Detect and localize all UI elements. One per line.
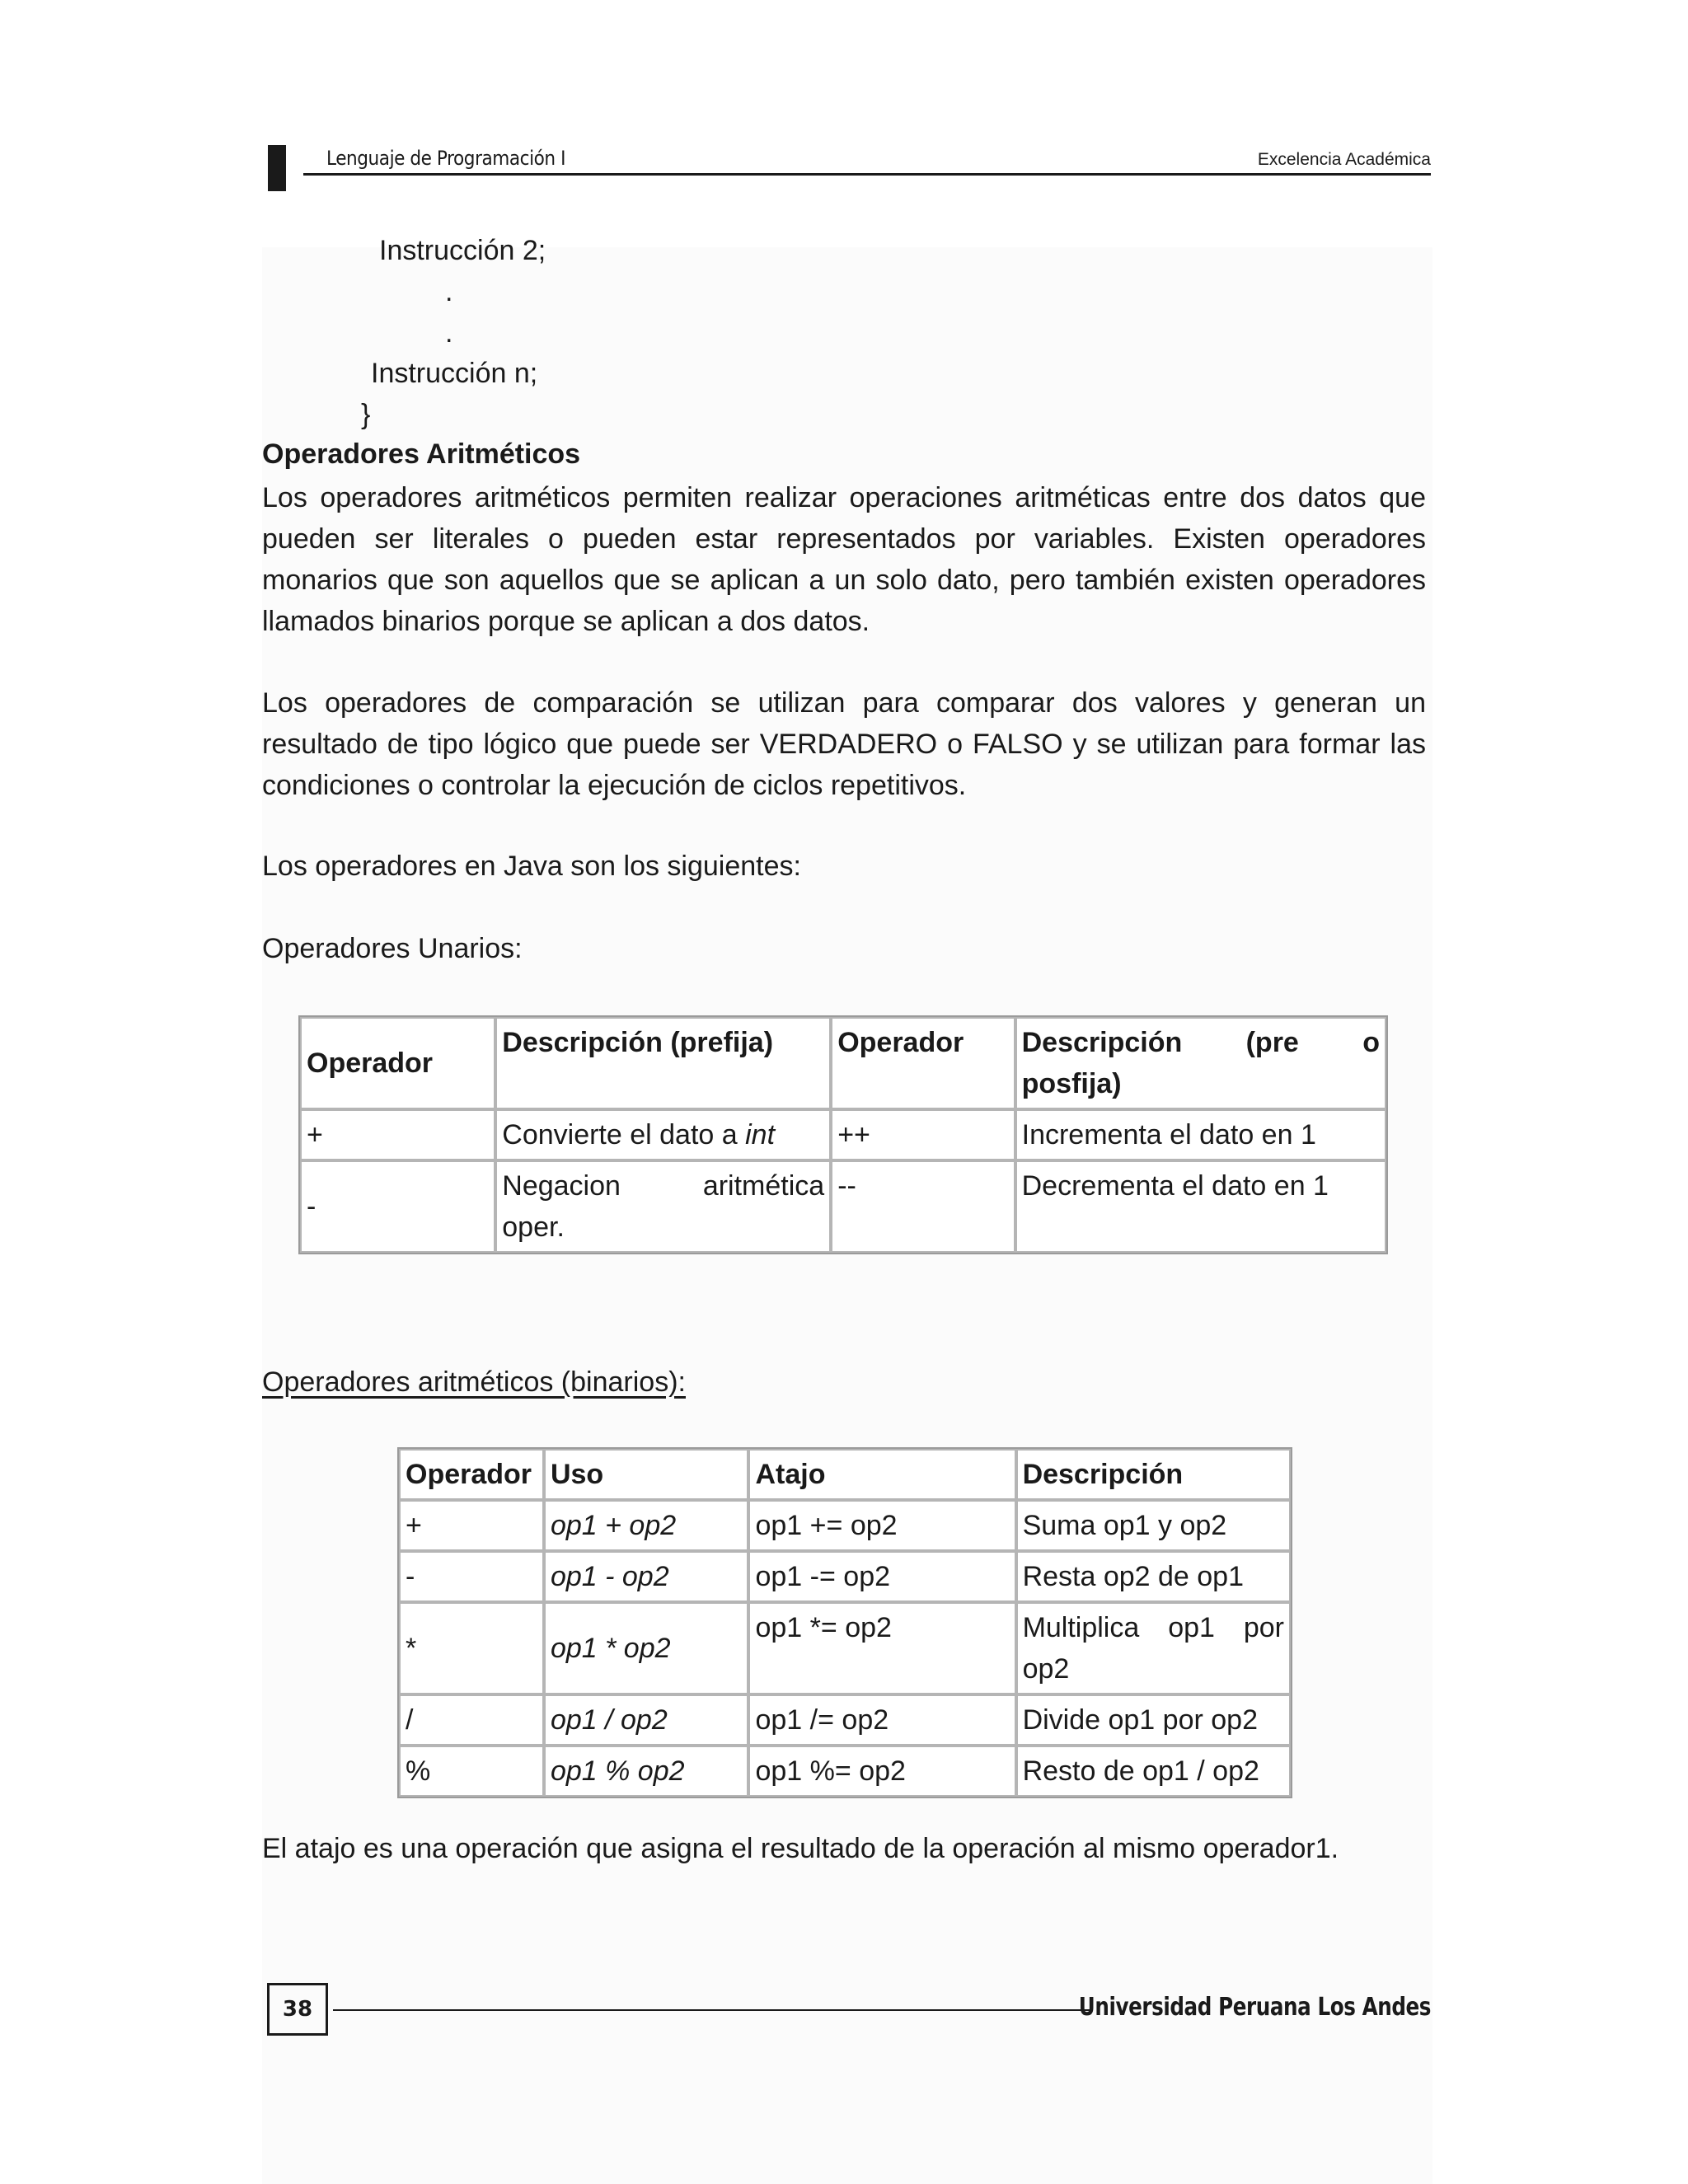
table-row	[399, 1551, 1291, 1602]
header-cell-operador: Operador	[300, 1017, 495, 1109]
table-header-row	[300, 1017, 1386, 1109]
footer-rule	[333, 2009, 1090, 2011]
cell-text-italic: int	[745, 1119, 776, 1151]
cell-usage: op1 - op2	[544, 1551, 749, 1602]
cell-description: Resto de op1 / op2	[1016, 1746, 1291, 1797]
table-row	[399, 1694, 1291, 1746]
header-cell-uso: Uso	[544, 1449, 749, 1500]
footer-university: Universidad Peruana Los Andes	[1078, 1993, 1431, 2022]
binary-operators-label: Operadores aritméticos (binarios):	[262, 1366, 686, 1398]
cell-text: Negacion	[502, 1170, 621, 1202]
header-cell-descripcion-pre-posfija	[1015, 1017, 1386, 1109]
cell-shortcut: op1 /= op2	[748, 1694, 1015, 1746]
cell-text: op2	[1022, 1653, 1070, 1685]
unary-operators-table	[298, 1015, 1388, 1254]
header-text: o	[1362, 1027, 1380, 1058]
cell-description: Divide op1 por op2	[1016, 1694, 1291, 1746]
cell-description	[1016, 1602, 1291, 1694]
cell-text: oper.	[502, 1212, 565, 1243]
header-cell-atajo: Atajo	[748, 1449, 1015, 1500]
code-line-instruccion-2: Instrucción 2;	[379, 235, 546, 266]
code-closing-brace: }	[361, 399, 371, 430]
paragraph-comparison: Los operadores de comparación se utilizan para comparar dos valores y generan un resultado de tipo lógico que puede ser VERDADERO o FALSO y se utilizan para formar las condiciones o controlar la ejecución de ciclos repetitivos.	[262, 687, 1426, 801]
header-text: Descripción	[1021, 1027, 1183, 1058]
cell-operator: %	[399, 1746, 544, 1797]
cell-operator: +	[399, 1500, 544, 1551]
header-cell-operador: Operador	[399, 1449, 544, 1500]
cell-operator: *	[399, 1602, 544, 1694]
header-rule	[303, 173, 1431, 176]
cell-description	[495, 1109, 831, 1160]
cell-operator: -	[399, 1551, 544, 1602]
header-text: (pre	[1245, 1027, 1299, 1058]
cell-usage: op1 + op2	[544, 1500, 749, 1551]
page-number: 38	[267, 1983, 328, 2036]
cell-operator: --	[831, 1160, 1015, 1253]
cell-shortcut: op1 += op2	[748, 1500, 1015, 1551]
cell-text: Multiplica	[1022, 1612, 1140, 1643]
table-row	[399, 1500, 1291, 1551]
table-row	[300, 1160, 1386, 1253]
cell-description: Suma op1 y op2	[1016, 1500, 1291, 1551]
cell-text: por	[1243, 1612, 1284, 1643]
code-ellipsis-dot: .	[445, 276, 453, 307]
cell-text: aritmética	[702, 1170, 825, 1202]
cell-description: Decrementa el dato en 1	[1015, 1160, 1386, 1253]
cell-text: op1	[1168, 1612, 1215, 1643]
table-header-row	[399, 1449, 1291, 1500]
cell-operator: ++	[831, 1109, 1015, 1160]
table-row	[399, 1602, 1291, 1694]
header-text: posfija)	[1021, 1068, 1122, 1099]
cell-description: Incrementa el dato en 1	[1015, 1109, 1386, 1160]
header-cell-descripcion: Descripción	[1016, 1449, 1291, 1500]
table-row	[300, 1109, 1386, 1160]
paragraph-java-operators: Los operadores en Java son los siguientes:	[262, 851, 801, 882]
cell-operator: +	[300, 1109, 495, 1160]
cell-shortcut: op1 *= op2	[748, 1602, 1015, 1694]
section-title: Operadores Aritméticos	[262, 438, 581, 470]
cell-usage: op1 / op2	[544, 1694, 749, 1746]
cell-usage: op1 % op2	[544, 1746, 749, 1797]
cell-usage: op1 * op2	[544, 1602, 749, 1694]
binary-operators-table	[397, 1447, 1292, 1798]
table-row	[399, 1746, 1291, 1797]
cell-shortcut: op1 %= op2	[748, 1746, 1015, 1797]
cell-operator: /	[399, 1694, 544, 1746]
unary-operators-label: Operadores Unarios:	[262, 933, 523, 964]
cell-text: Convierte el dato a	[502, 1119, 746, 1151]
cell-description: Resta op2 de op1	[1016, 1551, 1291, 1602]
header-marker	[268, 145, 286, 191]
header-cell-operador-2: Operador	[831, 1017, 1015, 1109]
header-cell-descripcion-prefija: Descripción (prefija)	[495, 1017, 831, 1109]
cell-operator: -	[300, 1160, 495, 1253]
header-tagline: Excelencia Académica	[1257, 150, 1431, 169]
paragraph-shortcut-note: El atajo es una operación que asigna el resultado de la operación al mismo operador1.	[262, 1833, 1339, 1864]
cell-description	[495, 1160, 831, 1253]
header-course-title: Lenguaje de Programación I	[326, 147, 565, 170]
code-line-instruccion-n: Instrucción n;	[371, 358, 538, 389]
code-ellipsis-dot: .	[445, 317, 453, 349]
paragraph-arithmetic-intro: Los operadores aritméticos permiten realizar operaciones aritméticas entre dos datos que pueden ser literales o pueden estar representados por variables. Existen operadores monarios que son aquellos que se aplican a un solo dato, pero también existen operadores llamados binarios porque se aplican a dos datos.	[262, 482, 1426, 637]
cell-shortcut: op1 -= op2	[748, 1551, 1015, 1602]
